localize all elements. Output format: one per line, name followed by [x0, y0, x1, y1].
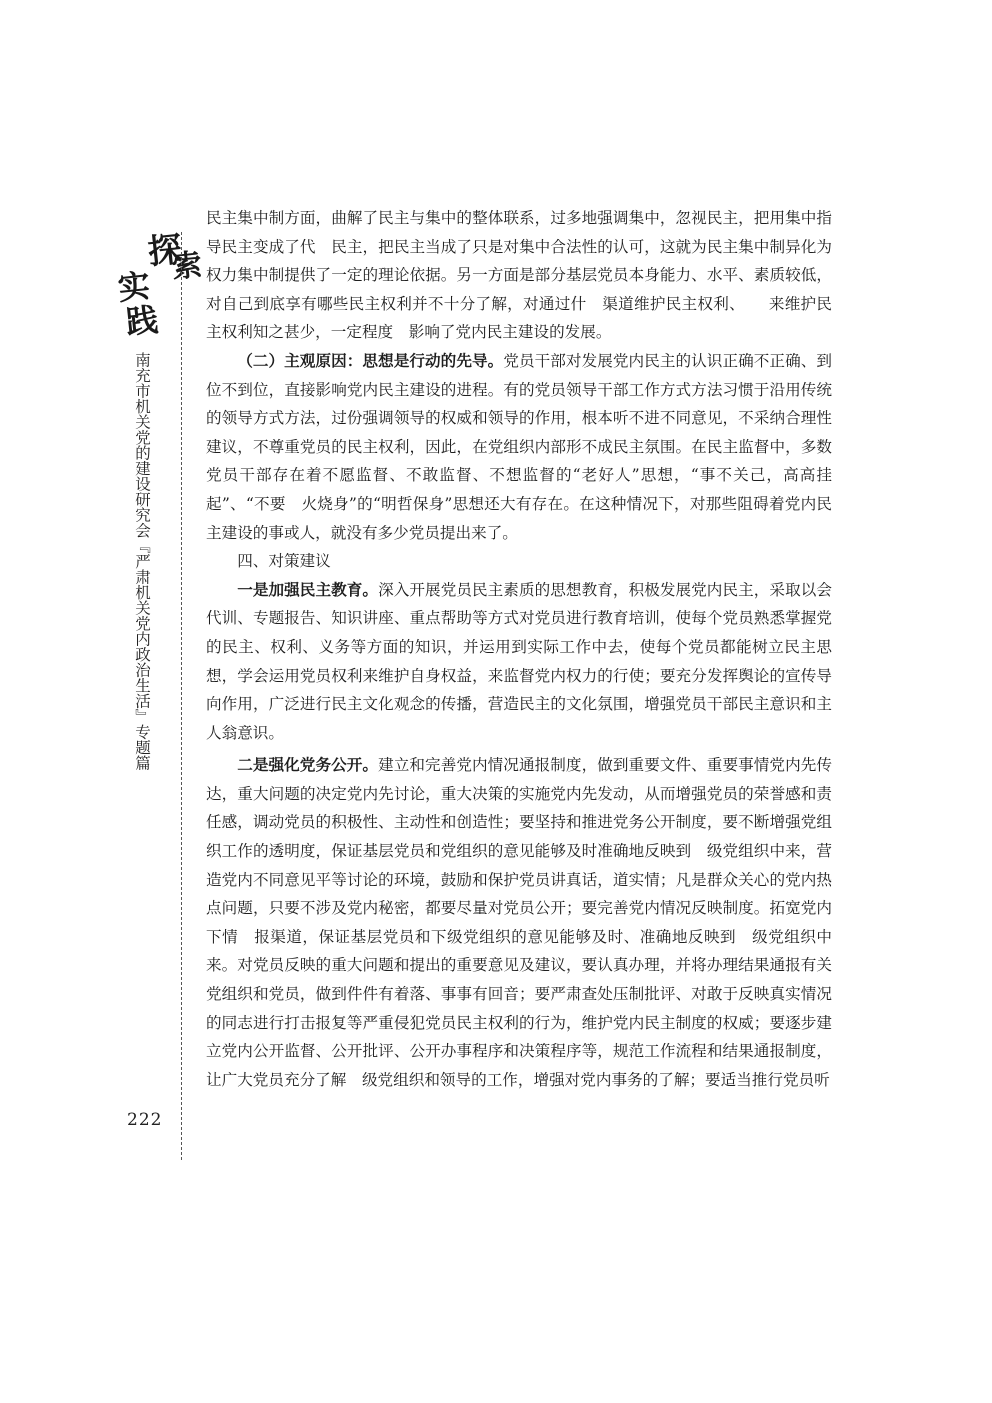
body-text	[206, 204, 832, 1094]
paragraph	[206, 576, 832, 748]
paragraph-text: 深入开展党员民主素质的思想教育，积极发展党内民主，采取以会代训、专题报告、知识讲座、重点帮助等方式对党员进行教育培训，使每个党员熟悉掌握党的民主、权利、义务等方面的知识，并运用到实际工作中去，使每个党员都能树立民主思想，学会运用党员权利来维护自身权益，来监督党内权力的行使；要充分发挥舆论的宣传导向作用，广泛进行民主文化观念的传播，营造民主的文化氛围，增强党员干部民主意识和主人翁意识。	[206, 580, 832, 742]
logo-char: 实	[116, 266, 152, 308]
section-heading: 四、对策建议	[237, 552, 331, 571]
paragraph: 民主集中制方面，曲解了民主与集中的整体联系，过多地强调集中，忽视民主，把用集中指导民主变成了代 民主，把民主当成了只是对集中合法性的认可，这就为民主集中制异化为权力集中制提供了一定的理论依据。另一方面是部分基层党员本身能力、水平、素质较低，对自己到底享有哪些民主权利并不十分了解，对通过什 渠道维护民主权利、 来维护民主权利知之甚少，一定程度 影响了党内民主建设的发展。	[206, 209, 832, 342]
paragraph-heading: 一是加强民主教育。	[237, 580, 379, 599]
paragraph	[206, 751, 832, 1094]
paragraph	[206, 347, 832, 547]
logo-char: 索	[170, 247, 204, 286]
logo-char: 探	[146, 229, 184, 273]
paragraph-text: 党员干部对发展党内民主的认识正确不正确、到位不到位，直接影响党内民主建设的进程。有的党员领导干部工作方式方法习惯于沿用传统的领导方式方法，过份强调领导的权威和领导的作用，根本听不进不同意见，不采纳合理性建议，不尊重党员的民主权利，因此，在党组织内部形不成民主氛围。在民主监督中，多数党员干部存在着不愿监督、不敢监督、不想监督的“老好人”思想，“事不关己，高高挂起”、“不要 火烧身”的“明哲保身”思想还大有存在。在这种情况下，对那些阻碍着党内民主建设的事或人，就没有多少党员提出来了。	[206, 351, 832, 542]
section-logo	[112, 229, 204, 342]
paragraph-heading: 二是强化党务公开。	[237, 756, 379, 775]
series-title: 南充市机关党的建设研究会『严肃机关党内政治生活』专题篇	[133, 352, 151, 771]
paragraph-text: 建立和完善党内情况通报制度，做到重要文件、重要事情党内先传达，重大问题的决定党内先讨论，重大决策的实施党内先发动，从而增强党员的荣誉感和责任感，调动党员的积极性、主动性和创造性；要坚持和推进党务公开制度，要不断增强党组织工作的透明度，保证基层党员和党组织的意见能够及时准确地反映到 级党组织中来，营造党内不同意见平等讨论的环境，鼓励和保护党员讲真话，道实情；凡是群众关心的党内热点问题，只要不涉及党内秘密，都要尽量对党员公开；要完善党内情况反映制度。拓宽党内下情 报渠道，保证基层党员和下级党组织的意见能够及时、准确地反映到 级党组织中来。对党员反映的重大问题和提出的重要意见及建议，要认真办理，并将办理结果通报有关党组织和党员，做到件件有着落、事事有回音；要严肃查处压制批评、对敢于反映真实情况的同志进行打击报复等严重侵犯党员民主权利的行为，维护党内民主制度的权威；要逐步建立党内公开监督、公开批评、公开办事程序和决策程序等，规范工作流程和结果通报制度，让广大党员充分了解 级党组织和领导的工作，增强对党内事务的了解；要适当推行党员听	[206, 756, 832, 1089]
page-number: 222	[127, 1110, 163, 1130]
logo-char: 践	[124, 300, 160, 342]
margin-divider	[181, 232, 182, 1160]
paragraph-heading: （二）主观原因：思想是行动的先导。	[237, 351, 504, 370]
